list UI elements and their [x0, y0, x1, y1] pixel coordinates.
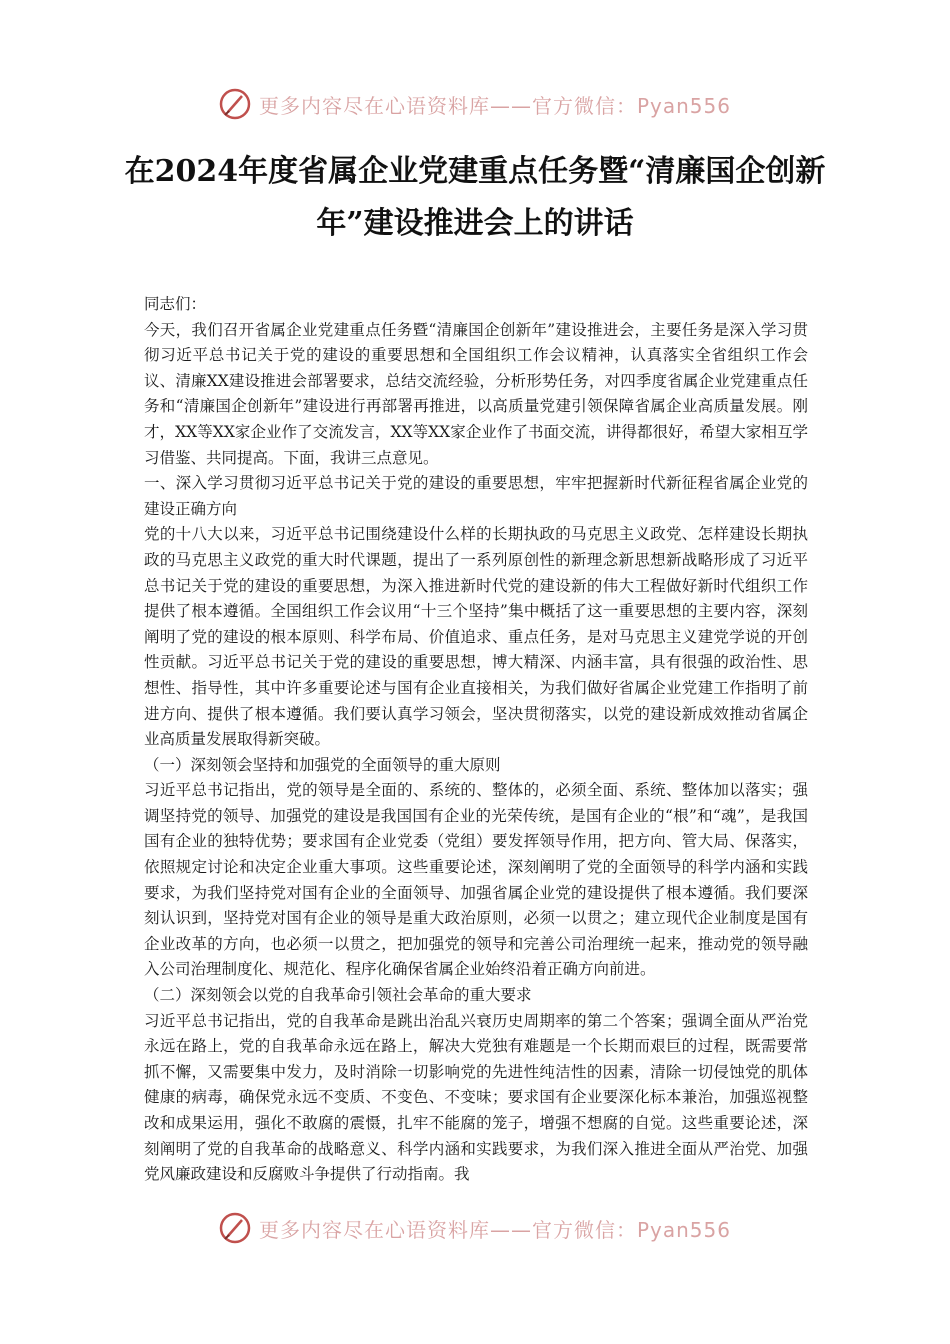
watermark-bottom	[0, 1208, 950, 1248]
subsection-heading-1: （一）深刻领会坚持和加强党的全面领导的重大原则	[144, 755, 501, 774]
watermark-top	[0, 84, 950, 124]
body-paragraph: 习近平总书记指出，党的领导是全面的、系统的、整体的，必须全面、系统、整体加以落实；强调坚持党的领导、加强党的建设是我国国有企业的光荣传统，是国有企业的“根”和“魂”，是我国国有企业的独特优势；要求国有企业党委（党组）要发挥领导作用，把方向、管大局、保落实，依照规定讨论和决定企业重大事项。这些重要论述，深刻阐明了党的全面领导的科学内涵和实践要求，为我们坚持党对国有企业的全面领导、加强省属企业党的建设提供了根本遵循。我们要深刻认识到，坚持党对国有企业的领导是重大政治原则，必须一以贯之；建立现代企业制度是国有企业改革的方向，也必须一以贯之，把加强党的领导和完善公司治理统一起来，推动党的领导融入公司治理制度化、规范化、程序化确保省属企业始终沿着正确方向前进。	[144, 781, 808, 979]
subsection-heading-2: （二）深刻领会以党的自我革命引领社会革命的重大要求	[144, 986, 532, 1005]
quill-pen-logo-icon	[219, 88, 251, 120]
watermark-text: 更多内容尽在心语资料库——官方微信：Pyan556	[258, 1217, 731, 1242]
watermark-text: 更多内容尽在心语资料库——官方微信：Pyan556	[258, 93, 731, 118]
document-title: 在2024年度省属企业党建重点任务暨“清廉国企创新年”建设推进会上的讲话	[124, 154, 826, 241]
salutation: 同志们：	[144, 295, 207, 313]
section-heading-1: 一、深入学习贯彻习近平总书记关于党的建设的重要思想，牢牢把握新时代新征程省属企业党的建设正确方向	[144, 474, 808, 518]
quill-pen-logo-icon	[219, 1212, 251, 1244]
body-paragraph: 习近平总书记指出，党的自我革命是跳出治乱兴衰历史周期率的第二个答案；强调全面从严治党永远在路上，党的自我革命永远在路上，解决大党独有难题是一个长期而艰巨的过程，既需要常抓不懈，又需要集中发力，及时消除一切影响党的先进性纯洁性的因素，清除一切侵蚀党的肌体健康的病毒，确保党永远不变质、不变色、不变味；要求国有企业要深化标本兼治，加强巡视整改和成果运用，强化不敢腐的震慑，扎牢不能腐的笼子，增强不想腐的自觉。这些重要论述，深刻阐明了党的自我革命的战略意义、科学内涵和实践要求，为我们深入推进全面从严治党、加强党风廉政建设和反腐败斗争提供了行动指南。我	[144, 1011, 808, 1184]
document-body	[144, 292, 808, 1188]
intro-paragraph: 今天，我们召开省属企业党建重点任务暨“清廉国企创新年”建设推进会，主要任务是深入学习贯彻习近平总书记关于党的建设的重要思想和全国组织工作会议精神，认真落实全省组织工作会议、清廉XX建设推进会部署要求，总结交流经验，分析形势任务，对四季度省属企业党建重点任务和“清廉国企创新年”建设进行再部署再推进，以高质量党建引领保障省属企业高质量发展。刚才，XX等XX家企业作了交流发言，XX等XX家企业作了书面交流，讲得都很好，希望大家相互学习借鉴、共同提高。下面，我讲三点意见。	[144, 320, 808, 467]
body-paragraph: 党的十八大以来，习近平总书记围绕建设什么样的长期执政的马克思主义政党、怎样建设长期执政的马克思主义政党的重大时代课题，提出了一系列原创性的新理念新思想新战略形成了习近平总书记关于党的建设的重要思想，为深入推进新时代党的建设新的伟大工程做好新时代组织工作提供了根本遵循。全国组织工作会议用“十三个坚持”集中概括了这一重要思想的主要内容，深刻阐明了党的建设的根本原则、科学布局、价值追求、重点任务，是对马克思主义建党学说的开创性贡献。习近平总书记关于党的建设的重要思想，博大精深、内涵丰富，具有很强的政治性、思想性、指导性，其中许多重要论述与国有企业直接相关，为我们做好省属企业党建工作指明了前进方向、提供了根本遵循。我们要认真学习领会，坚决贯彻落实，以党的建设新成效推动省属企业高质量发展取得新突破。	[144, 525, 808, 749]
